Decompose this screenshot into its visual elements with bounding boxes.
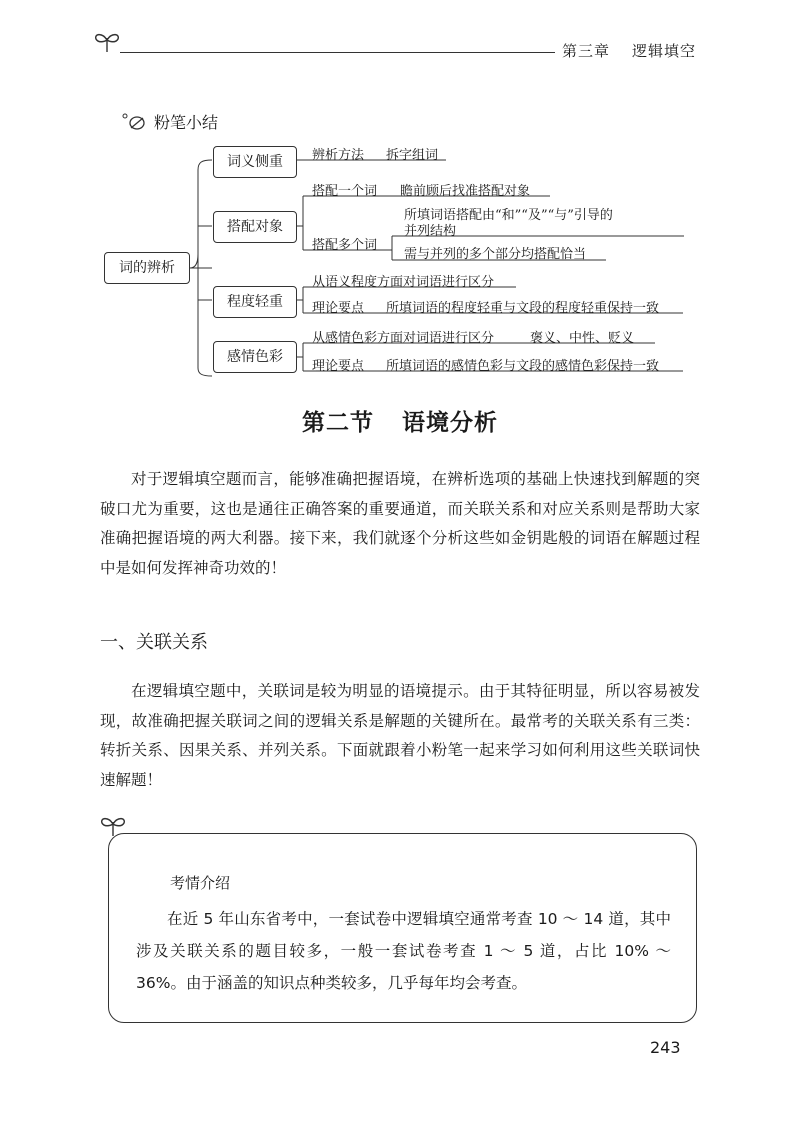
branch2-sub1-key: 搭配一个词 <box>312 184 378 199</box>
section-title <box>0 404 800 437</box>
exam-info-title: 考情介绍 <box>170 874 231 892</box>
exam-info-text: 在近 5 年山东省考中，一套试卷中逻辑填空通常考查 10 ～ 14 道，其中涉及关联关系的题目较多，一般一套试卷考查 1 ～ 5 道，占比 10% ～ 36%。由于涵盖的知识点种类较多，几乎每年均会考查。 <box>136 910 671 992</box>
branch1-key: 辨析方法 <box>312 148 365 163</box>
section-number: 第二节 <box>302 410 374 436</box>
branch2-sub2-item1: 所填词语搭配由“和”“及”“与”引导的 <box>404 208 613 223</box>
mindmap-root: 词的辨析 <box>104 252 190 284</box>
intro-paragraph: 对于逻辑填空题而言，能够准确把握语境，在辨析选项的基础上快速找到解题的突破口尤为重要，这也是通往正确答案的重要通道，而关联关系和对应关系则是帮助大家准确把握语境的两大利器。接下来，我们就逐个分析这些如金钥匙般的词语在解题过程中是如何发挥神奇功效的！ <box>100 470 700 577</box>
branch3-text: 所填词语的程度轻重与文段的程度轻重保持一致 <box>386 301 660 316</box>
branch4-extra: 褒义、中性、贬义 <box>530 331 635 346</box>
branch4-line1: 从感情色彩方面对词语进行区分 <box>312 331 495 346</box>
summary-title: 粉笔小结 <box>154 113 219 132</box>
branch2-sub2-key: 搭配多个词 <box>312 238 378 253</box>
branch2-sub2-item2: 并列结构 <box>404 224 457 239</box>
subsection-paragraph: 在逻辑填空题中，关联词是较为明显的语境提示。由于其特征明显，所以容易被发现，故准确把握关联词之间的逻辑关系是解题的关键所在。最常考的关联关系有三类：转折关系、因果关系、并列关系。下面就跟着小粉笔一起来学习如何利用这些关联词快速解题！ <box>100 682 700 789</box>
section-name: 语境分析 <box>402 410 498 436</box>
branch-degree: 程度轻重 <box>213 286 297 318</box>
branch-emotion: 感情色彩 <box>213 341 297 373</box>
branch3-key: 理论要点 <box>312 301 365 316</box>
branch2-sub2-item3: 需与并列的多个部分均搭配恰当 <box>404 247 587 262</box>
chapter-title: 逻辑填空 <box>632 42 697 60</box>
branch1-text: 拆字组词 <box>386 148 439 163</box>
subsection-title: 一、关联关系 <box>100 632 208 653</box>
page-number: 243 <box>650 1038 681 1057</box>
branch4-key: 理论要点 <box>312 359 365 374</box>
branch4-text: 所填词语的感情色彩与文段的感情色彩保持一致 <box>386 359 660 374</box>
branch-collocation: 搭配对象 <box>213 211 297 243</box>
chapter-number: 第三章 <box>562 42 611 60</box>
branch2-sub1-text: 瞻前顾后找准搭配对象 <box>400 184 531 199</box>
branch3-line1: 从语义程度方面对词语进行区分 <box>312 275 495 290</box>
branch-meaning-focus: 词义侧重 <box>213 146 297 178</box>
